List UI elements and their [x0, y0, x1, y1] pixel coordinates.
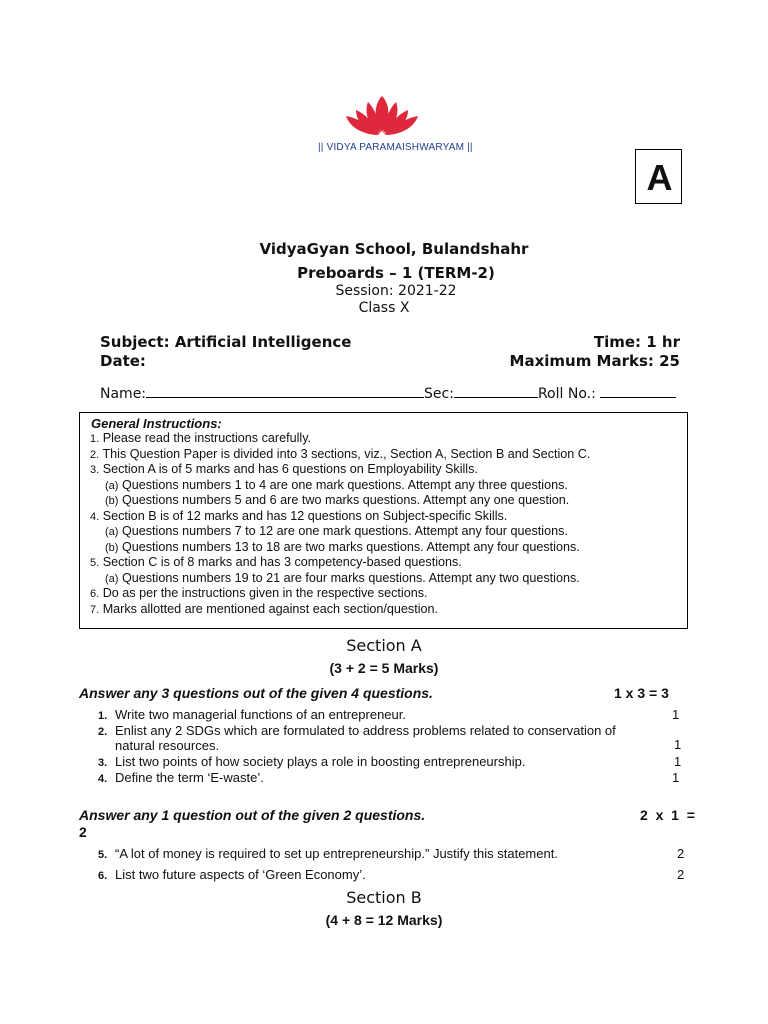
question-3: 3. List two points of how society plays a role in boosting entrepreneurship.	[98, 754, 526, 769]
question-2: 2. Enlist any 2 SDGs which are formulated to address problems related to conservation of	[98, 723, 616, 738]
question-4-mark: 1	[672, 770, 680, 785]
question-2-continued: natural resources.	[115, 738, 220, 753]
general-instructions-box	[79, 412, 688, 629]
instruction-subitem: (b) Questions numbers 13 to 18 are two marks questions. Attempt any four questions.	[105, 539, 580, 554]
section-a-part1-instruction: Answer any 3 questions out of the given 4 questions.	[79, 685, 433, 701]
school-motto: || VIDYA PARAMAISHWARYAM ||	[318, 142, 473, 153]
instruction-item: 3. Section A is of 5 marks and has 6 questions on Employability Skills.	[90, 462, 478, 476]
name-blank[interactable]	[146, 383, 424, 398]
section-a-part2-instruction: Answer any 1 question out of the given 2 questions.	[79, 807, 426, 823]
section-a-title: Section A	[346, 636, 422, 655]
paper-version-box	[635, 149, 682, 204]
instruction-subitem: (a) Questions numbers 19 to 21 are four marks questions. Attempt any two questions.	[105, 570, 580, 585]
instruction-item: 6. Do as per the instructions given in the respective sections.	[90, 586, 428, 600]
instructions-title: General Instructions:	[91, 416, 222, 431]
question-2-mark: 1	[674, 737, 682, 752]
time: Time: 1 hr	[593, 333, 680, 351]
paper-version-letter: A	[646, 157, 673, 198]
question-3-mark: 1	[674, 754, 682, 769]
question-6: 6. List two future aspects of ‘Green Economy’.	[98, 867, 366, 882]
date: Date:	[100, 352, 146, 370]
section-b-marks: (4 + 8 = 12 Marks)	[325, 912, 443, 928]
roll-label: Roll No.:	[537, 386, 601, 402]
question-1-mark: 1	[672, 707, 680, 722]
roll-blank[interactable]	[600, 383, 676, 398]
section-a-part2-marks: 2 x 1 =	[640, 807, 695, 823]
exam-title: Preboards – 1 (TERM-2)	[297, 264, 495, 282]
section-a-part1-marks: 1 x 3 = 3	[614, 685, 669, 701]
question-6-mark: 2	[677, 867, 685, 882]
instruction-subitem: (b) Questions numbers 5 and 6 are two marks questions. Attempt any one question.	[105, 493, 570, 507]
sec-blank[interactable]	[454, 383, 538, 398]
school-logo-lotus	[344, 92, 420, 138]
session: Session: 2021-22	[335, 283, 457, 299]
instruction-item: 4. Section B is of 12 marks and has 12 questions on Subject-specific Skills.	[90, 508, 508, 523]
section-b-title: Section B	[346, 888, 422, 907]
student-details-line	[100, 383, 676, 402]
question-5: 5. “A lot of money is required to set up entrepreneurship.” Justify this statement.	[98, 846, 558, 861]
instruction-subitem: (a) Questions numbers 1 to 4 are one mark questions. Attempt any three questions.	[105, 477, 568, 492]
instruction-item: 5. Section C is of 8 marks and has 3 competency-based questions.	[90, 555, 462, 569]
instruction-item: 2. This Question Paper is divided into 3 sections, viz., Section A, Section B and Section C.	[90, 446, 591, 461]
maximum-marks: Maximum Marks: 25	[509, 352, 680, 370]
subject: Subject: Artificial Intelligence	[100, 333, 352, 351]
section-a-marks: (3 + 2 = 5 Marks)	[329, 660, 439, 676]
section-a-part2-marks-result: 2	[79, 824, 87, 840]
question-1: 1. Write two managerial functions of an entrepreneur.	[98, 707, 406, 722]
class: Class X	[358, 300, 410, 316]
school-name: VidyaGyan School, Bulandshahr	[259, 240, 529, 258]
instruction-item: 7. Marks allotted are mentioned against each section/question.	[90, 601, 439, 616]
question-5-mark: 2	[677, 846, 685, 861]
instruction-item: 1. Please read the instructions carefully.	[90, 431, 312, 445]
instruction-subitem: (a) Questions numbers 7 to 12 are one mark questions. Attempt any four questions.	[105, 524, 568, 538]
name-label: Name:	[100, 386, 147, 402]
sec-label: Sec:	[424, 386, 454, 402]
question-4: 4. Define the term ‘E-waste’.	[98, 770, 264, 785]
